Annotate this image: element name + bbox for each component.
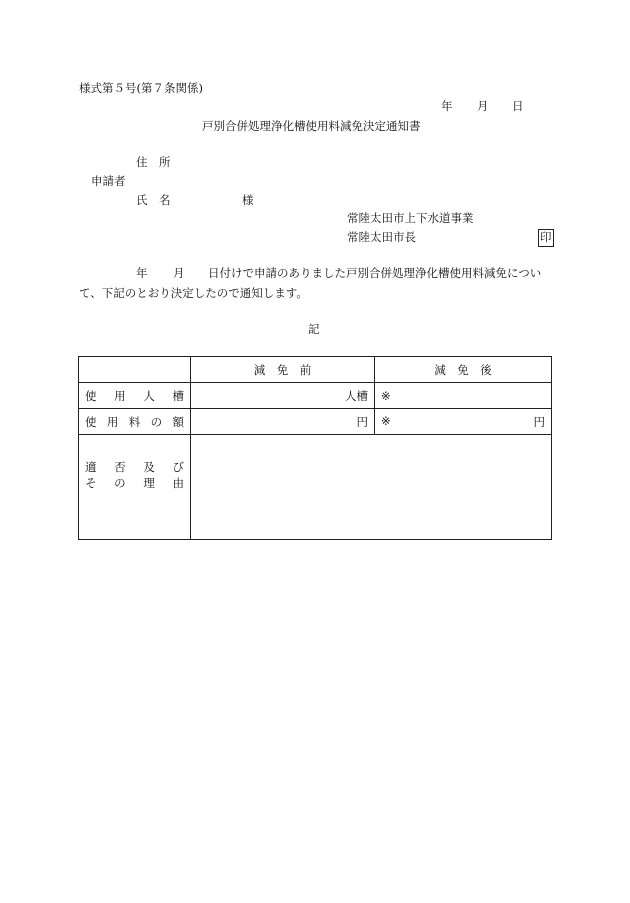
- label-char: の: [114, 476, 126, 490]
- label-char: 料: [128, 414, 141, 429]
- table-row: [79, 409, 552, 435]
- body-month: 月: [173, 266, 185, 280]
- header-before: 減 免 前: [191, 357, 375, 383]
- label-char: そ: [85, 476, 97, 490]
- label-char: 適: [85, 460, 97, 474]
- date-day: 日: [512, 99, 524, 113]
- applicant-label: 申請者: [91, 174, 126, 188]
- row-label-tank: [79, 383, 191, 409]
- form-number: 様式第５号(第７条関係): [79, 81, 203, 95]
- label-char: 理: [143, 476, 155, 490]
- reduction-table: [78, 356, 552, 540]
- table-row: [79, 383, 552, 409]
- after-tank-value[interactable]: [375, 383, 552, 409]
- address-label: 住 所: [136, 155, 171, 169]
- label-char: 額: [172, 414, 184, 429]
- ki-label: 記: [308, 322, 320, 336]
- label-char: 及: [143, 460, 155, 474]
- reason-value[interactable]: [191, 435, 552, 540]
- after-fee-value[interactable]: [375, 409, 552, 435]
- label-char: 用: [106, 414, 119, 429]
- label-char: び: [172, 460, 184, 474]
- table-header-row: [79, 357, 552, 383]
- label-char: 使: [85, 388, 97, 403]
- issuer-org: 常陸太田市上下水道事業: [347, 211, 474, 225]
- date-month: 月: [477, 99, 489, 113]
- header-empty-cell: [79, 357, 191, 383]
- date-year: 年: [441, 99, 453, 113]
- label-char: 使: [85, 414, 97, 429]
- issuer-mayor: 常陸太田市長: [347, 230, 416, 244]
- label-char: 否: [114, 460, 126, 474]
- before-fee-value[interactable]: 円: [191, 409, 375, 435]
- name-label: 氏 名: [136, 193, 171, 207]
- after-unit: 円: [533, 414, 545, 429]
- body-line2: て、下記のとおり決定したので通知します。: [79, 286, 308, 300]
- body-year: 年: [136, 266, 148, 280]
- label-char: 用: [114, 388, 126, 403]
- label-char: 槽: [172, 388, 184, 403]
- table-row-reason: [79, 435, 552, 540]
- header-after: 減 免 後: [375, 357, 552, 383]
- body-line1: 日付けで申請のありました戸別合併処理浄化槽使用料減免につい: [208, 266, 542, 280]
- note-mark: ※: [381, 413, 391, 428]
- reason-label: [79, 435, 191, 540]
- label-char: 人: [143, 388, 155, 403]
- row-label-fee: [79, 409, 191, 435]
- honorific: 様: [242, 193, 254, 207]
- label-char: 由: [172, 476, 184, 490]
- seal-mark: 印: [538, 229, 554, 247]
- label-char: の: [150, 414, 163, 429]
- before-tank-value[interactable]: 人槽: [191, 383, 375, 409]
- document-title: 戸別合併処理浄化槽使用料減免決定通知書: [202, 119, 421, 133]
- note-mark: ※: [381, 388, 391, 403]
